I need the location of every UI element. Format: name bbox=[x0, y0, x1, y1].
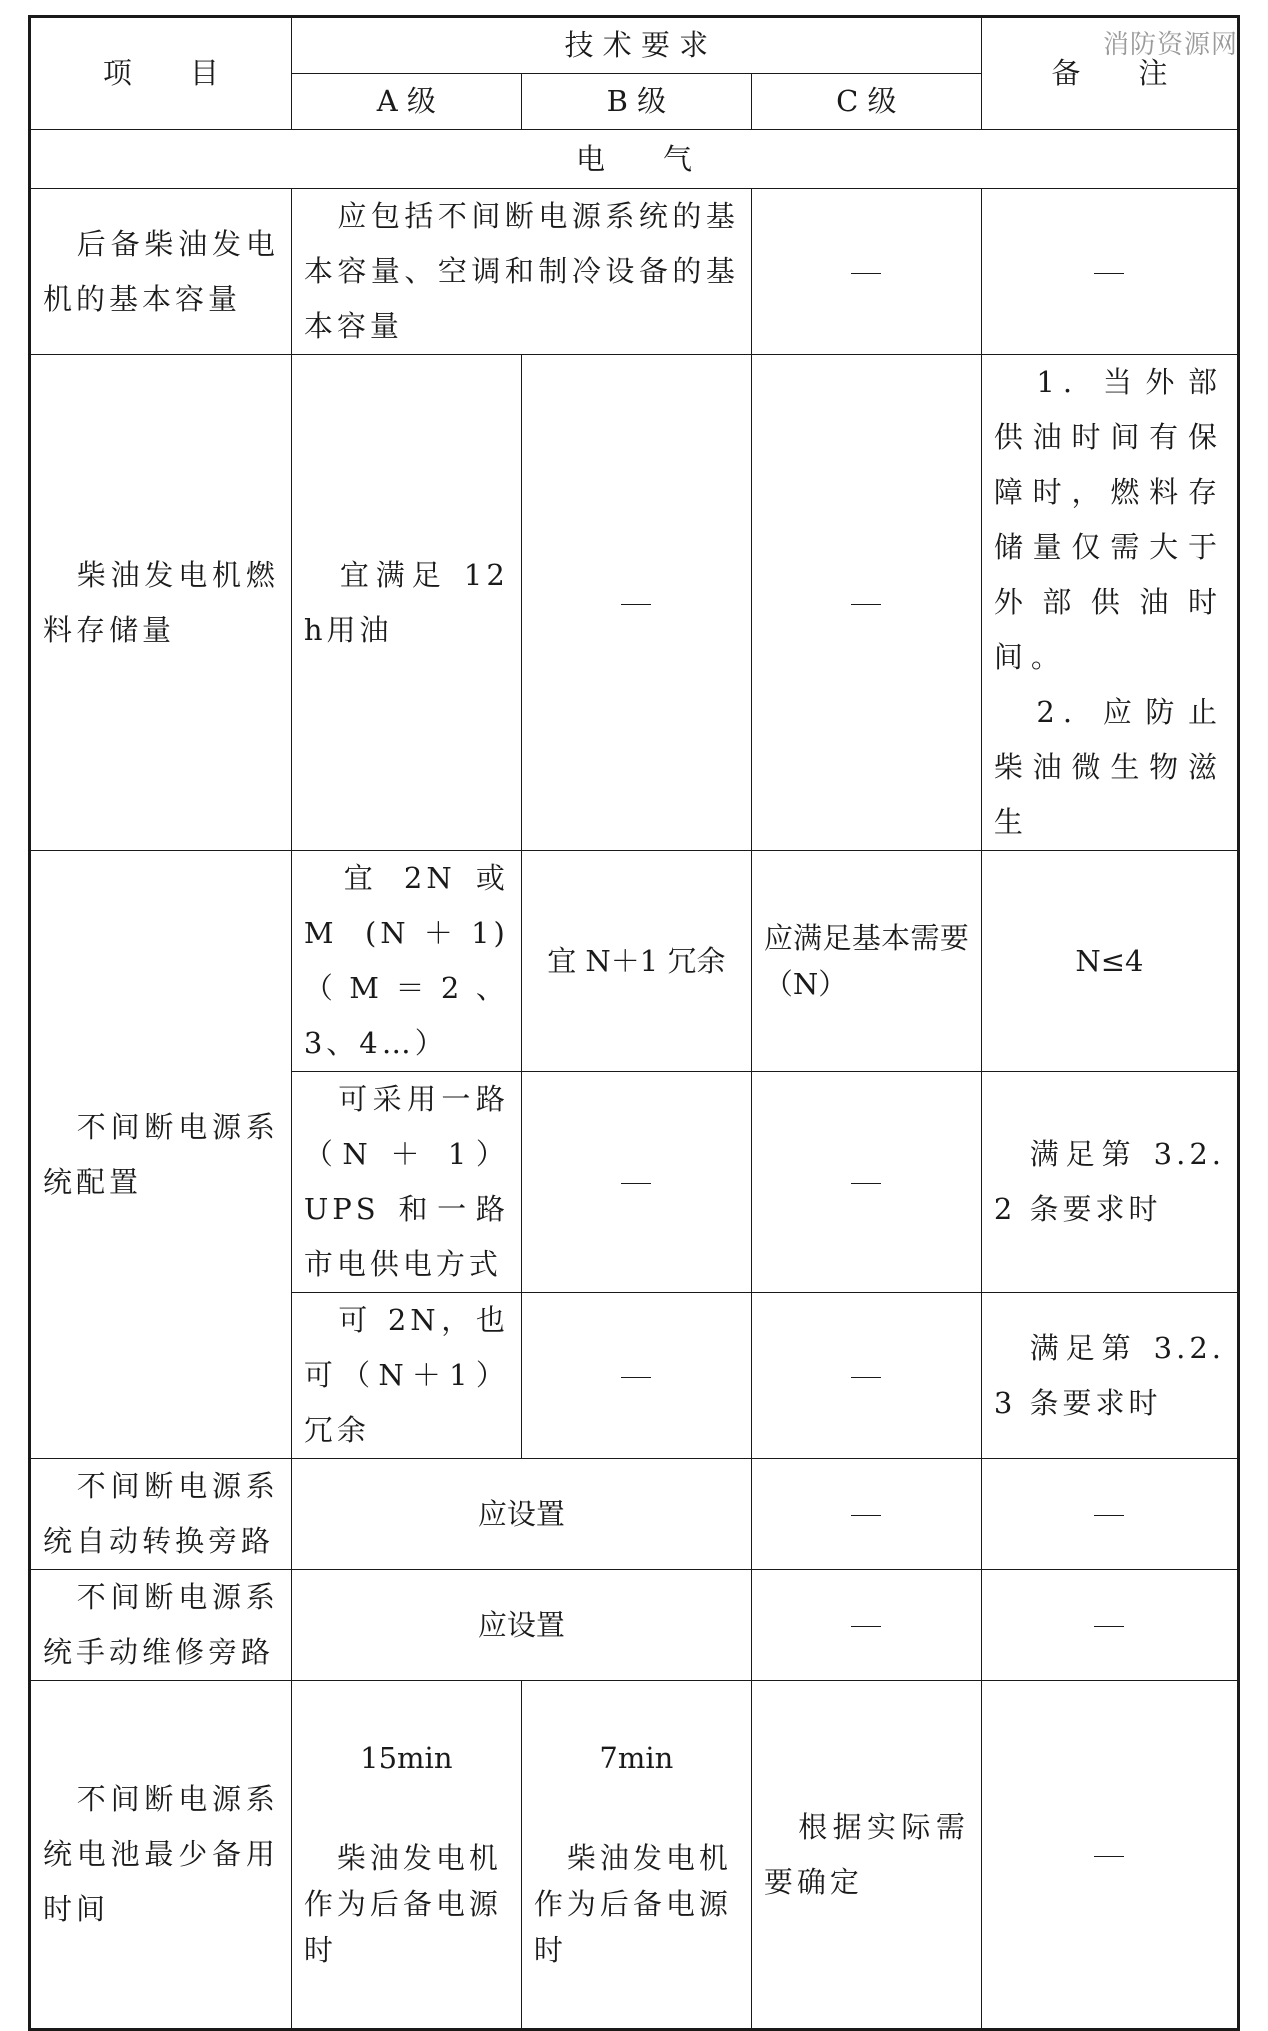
level-a-condition: 柴油发电机作为后备电源时 bbox=[303, 1841, 502, 1967]
remark-cell bbox=[981, 1681, 1238, 2030]
dash-mark bbox=[851, 1626, 881, 1627]
dash-mark bbox=[1094, 273, 1124, 274]
technical-requirements-table bbox=[28, 15, 1240, 2031]
header-remark: 备 注 bbox=[981, 17, 1238, 130]
level-a-requirement: 宜 2N 或 M (N＋1)（M＝2、3、4…） bbox=[291, 851, 521, 1072]
level-ab-requirement: 应包括不间断电源系统的基本容量、空调和制冷设备的基本容量 bbox=[291, 189, 751, 355]
section-title: 电 气 bbox=[30, 130, 1239, 189]
level-a-requirement bbox=[291, 1681, 521, 2030]
dash-mark bbox=[851, 273, 881, 274]
header-level-b: B 级 bbox=[521, 74, 751, 130]
header-row bbox=[30, 17, 1239, 74]
remark-cell: N≤4 bbox=[981, 851, 1238, 1072]
level-ab-requirement: 应设置 bbox=[291, 1570, 751, 1681]
table-row bbox=[30, 1681, 1239, 2030]
level-c-requirement: 应满足基本需要（N） bbox=[751, 851, 981, 1072]
item-fuel-storage: 柴油发电机燃料存储量 bbox=[30, 355, 292, 851]
dash-mark bbox=[851, 1515, 881, 1516]
remark-cell: 满足第 3.2.2 条要求时 bbox=[981, 1072, 1238, 1293]
header-tech-requirements: 技 术 要 求 bbox=[291, 17, 981, 74]
level-b-requirement: 宜 N＋1 冗余 bbox=[521, 851, 751, 1072]
level-b-requirement bbox=[521, 355, 751, 851]
remark-cell bbox=[981, 189, 1238, 355]
item-ups-battery-backup-time: 不间断电源系统电池最少备用时间 bbox=[30, 1681, 292, 2030]
level-c-requirement bbox=[751, 1293, 981, 1459]
item-ups-manual-bypass: 不间断电源系统手动维修旁路 bbox=[30, 1570, 292, 1681]
dash-mark bbox=[621, 1377, 651, 1378]
remark-cell: 满足第 3.2.3 条要求时 bbox=[981, 1293, 1238, 1459]
level-a-requirement: 可 2N，也可（N＋1）冗余 bbox=[291, 1293, 521, 1459]
dash-mark bbox=[851, 1377, 881, 1378]
dash-mark bbox=[1094, 1626, 1124, 1627]
remark-cell bbox=[981, 1570, 1238, 1681]
level-b-time: 7min bbox=[599, 1741, 674, 1775]
level-b-requirement bbox=[521, 1681, 751, 2030]
level-a-requirement: 可采用一路（N ＋ 1）UPS 和一路市电供电方式 bbox=[291, 1072, 521, 1293]
level-ab-requirement: 应设置 bbox=[291, 1459, 751, 1570]
level-b-requirement bbox=[521, 1293, 751, 1459]
item-ups-auto-bypass: 不间断电源系统自动转换旁路 bbox=[30, 1459, 292, 1570]
level-c-requirement bbox=[751, 1570, 981, 1681]
level-b-condition: 柴油发电机作为后备电源时 bbox=[533, 1841, 732, 1967]
table-row bbox=[30, 1570, 1239, 1681]
dash-mark bbox=[621, 1183, 651, 1184]
watermark: 消防资源网 bbox=[1102, 30, 1238, 60]
level-c-requirement bbox=[751, 355, 981, 851]
level-c-requirement bbox=[751, 1072, 981, 1293]
header-item: 项 目 bbox=[30, 17, 292, 130]
dash-mark bbox=[1094, 1856, 1124, 1857]
level-c-requirement: 根据实际需要确定 bbox=[751, 1681, 981, 2030]
level-c-requirement bbox=[751, 189, 981, 355]
dash-mark bbox=[1094, 1515, 1124, 1516]
table-row bbox=[30, 189, 1239, 355]
dash-mark bbox=[851, 1183, 881, 1184]
dash-mark bbox=[621, 604, 651, 605]
header-level-c: C 级 bbox=[751, 74, 981, 130]
item-backup-generator-capacity: 后备柴油发电机的基本容量 bbox=[30, 189, 292, 355]
remark-cell: 1. 当外部供油时间有保障时，燃料存储量仅需大于外部供油时间。 2. 应防止柴油微生物滋生 bbox=[981, 355, 1238, 851]
table-row bbox=[30, 1459, 1239, 1570]
item-ups-configuration: 不间断电源系统配置 bbox=[30, 851, 292, 1459]
level-c-requirement bbox=[751, 1459, 981, 1570]
dash-mark bbox=[851, 604, 881, 605]
table-row bbox=[30, 851, 1239, 1072]
remark-cell bbox=[981, 1459, 1238, 1570]
table-row bbox=[30, 355, 1239, 851]
level-a-time: 15min bbox=[360, 1741, 453, 1775]
level-a-requirement: 宜满足 12h用油 bbox=[291, 355, 521, 851]
header-level-a: A 级 bbox=[291, 74, 521, 130]
level-b-requirement bbox=[521, 1072, 751, 1293]
section-row bbox=[30, 130, 1239, 189]
